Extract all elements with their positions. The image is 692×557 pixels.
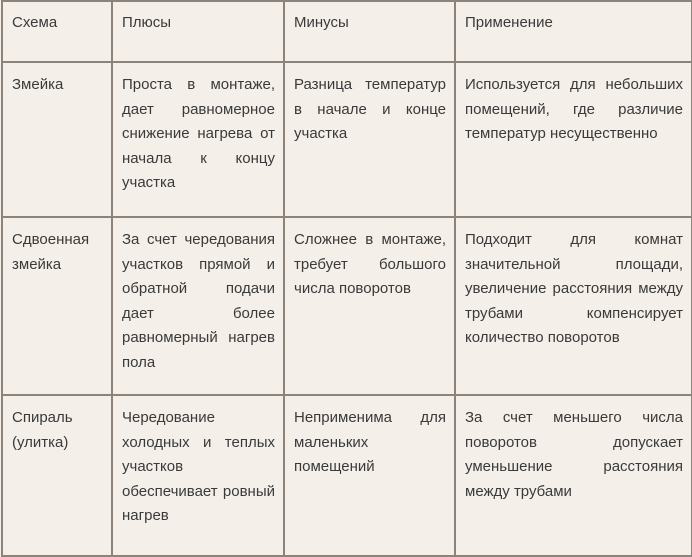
header-cons: Минусы [284, 1, 455, 62]
cell-cons: Разница температур в начале и конце участка [284, 62, 455, 217]
cell-usage: Используется для небольших помещений, где различие температур несущественно [455, 62, 692, 217]
cell-pros: Чередование холодных и теплых участков обеспечивает ровный нагрев [112, 395, 284, 556]
header-pros: Плюсы [112, 1, 284, 62]
table-header-row [2, 1, 692, 62]
cell-cons: Сложнее в монтаже, требует большого числа поворотов [284, 217, 455, 395]
cell-cons: Неприменима для маленьких помещений [284, 395, 455, 556]
cell-pros: За счет чередования участков прямой и обратной подачи дает более равномерный нагрев пола [112, 217, 284, 395]
cell-usage: Подходит для комнат значительной площади, увеличение расстояния между трубами компенсирует количество поворотов [455, 217, 692, 395]
comparison-table-container [1, 0, 691, 555]
table-row [2, 217, 692, 395]
cell-scheme: Спираль (улитка) [2, 395, 112, 556]
heating-schemes-table [1, 0, 692, 557]
header-usage: Применение [455, 1, 692, 62]
cell-scheme: Змейка [2, 62, 112, 217]
table-row [2, 395, 692, 556]
cell-pros: Проста в монтаже, дает равномерное снижение нагрева от начала к концу участка [112, 62, 284, 217]
cell-usage: За счет меньшего числа поворотов допускает уменьшение расстояния между трубами [455, 395, 692, 556]
table-row [2, 62, 692, 217]
header-scheme: Схема [2, 1, 112, 62]
cell-scheme: Сдвоенная змейка [2, 217, 112, 395]
